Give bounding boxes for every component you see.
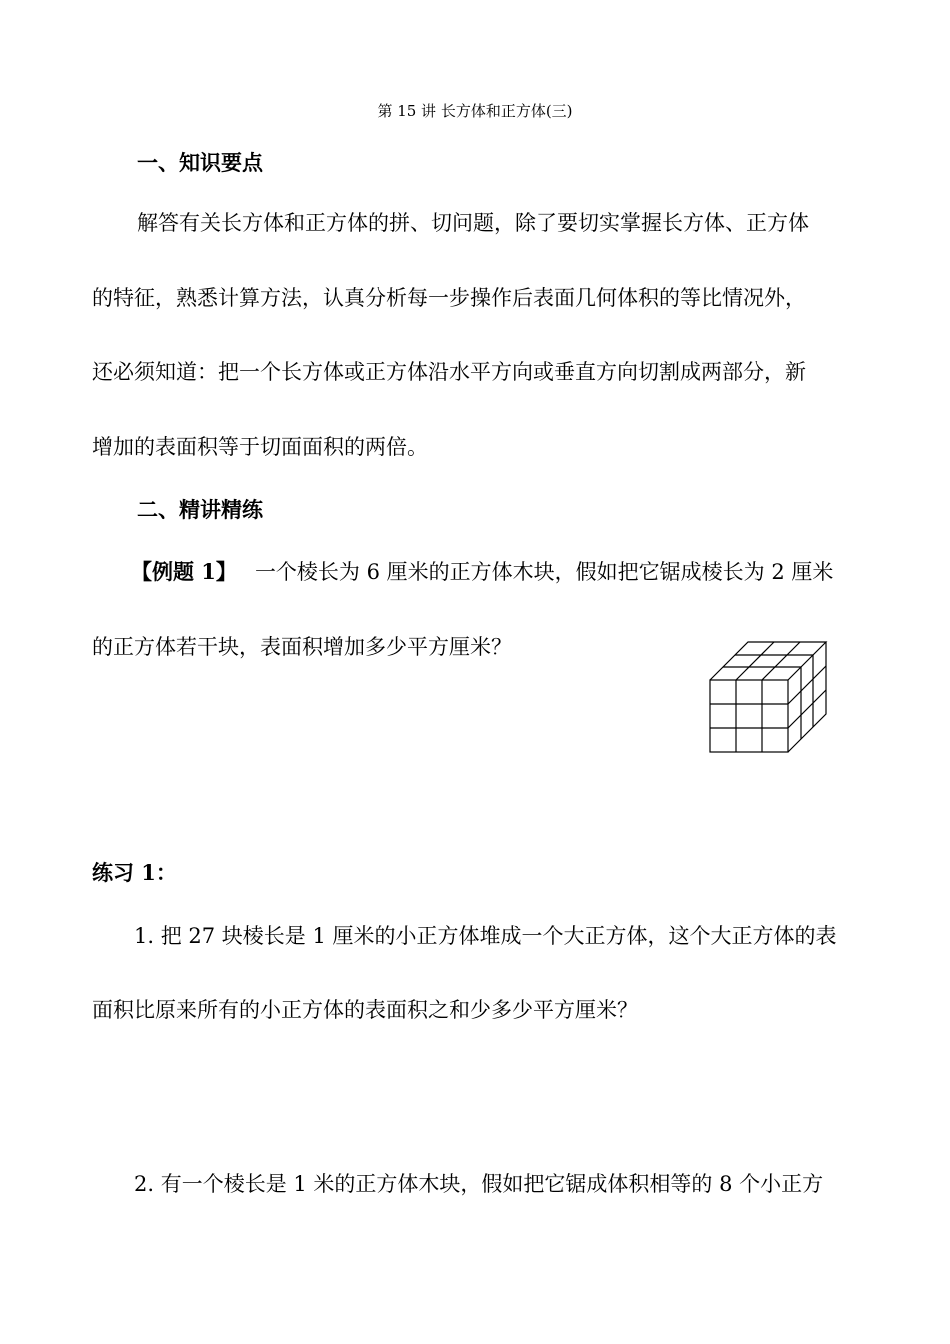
paragraph-line: 增加的表面积等于切面面积的两倍。 bbox=[92, 435, 428, 459]
paragraph-line: 解答有关长方体和正方体的拼、切问题，除了要切实掌握长方体、正方体 bbox=[137, 211, 809, 235]
lecture-title: 第 15 讲 长方体和正方体(三) bbox=[377, 102, 573, 120]
section-heading-knowledge: 一、知识要点 bbox=[137, 150, 263, 175]
cube-grid-figure bbox=[706, 638, 834, 756]
practice-question-2: 2. 有一个棱长是 1 米的正方体木块，假如把它锯成体积相等的 8 个小正方 bbox=[134, 1172, 824, 1196]
example-1 bbox=[131, 557, 833, 587]
practice-question-1-continued: 面积比原来所有的小正方体的表面积之和少多少平方厘米？ bbox=[92, 998, 638, 1022]
practice-question-1: 1. 把 27 块棱长是 1 厘米的小正方体堆成一个大正方体，这个大正方体的表 bbox=[134, 924, 837, 948]
example-text-continued: 的正方体若干块，表面积增加多少平方厘米？ bbox=[92, 635, 512, 659]
example-text: 一个棱长为 6 厘米的正方体木块，假如把它锯成棱长为 2 厘米 bbox=[254, 560, 834, 584]
practice-heading: 练习 1： bbox=[92, 860, 177, 885]
paragraph-line: 的特征，熟悉计算方法，认真分析每一步操作后表面几何体积的等比情况外， bbox=[92, 286, 806, 310]
section-heading-practice: 二、精讲精练 bbox=[137, 497, 263, 522]
paragraph-line: 还必须知道：把一个长方体或正方体沿水平方向或垂直方向切割成两部分，新 bbox=[92, 360, 806, 384]
example-label: 【例题 1】 bbox=[131, 559, 237, 584]
